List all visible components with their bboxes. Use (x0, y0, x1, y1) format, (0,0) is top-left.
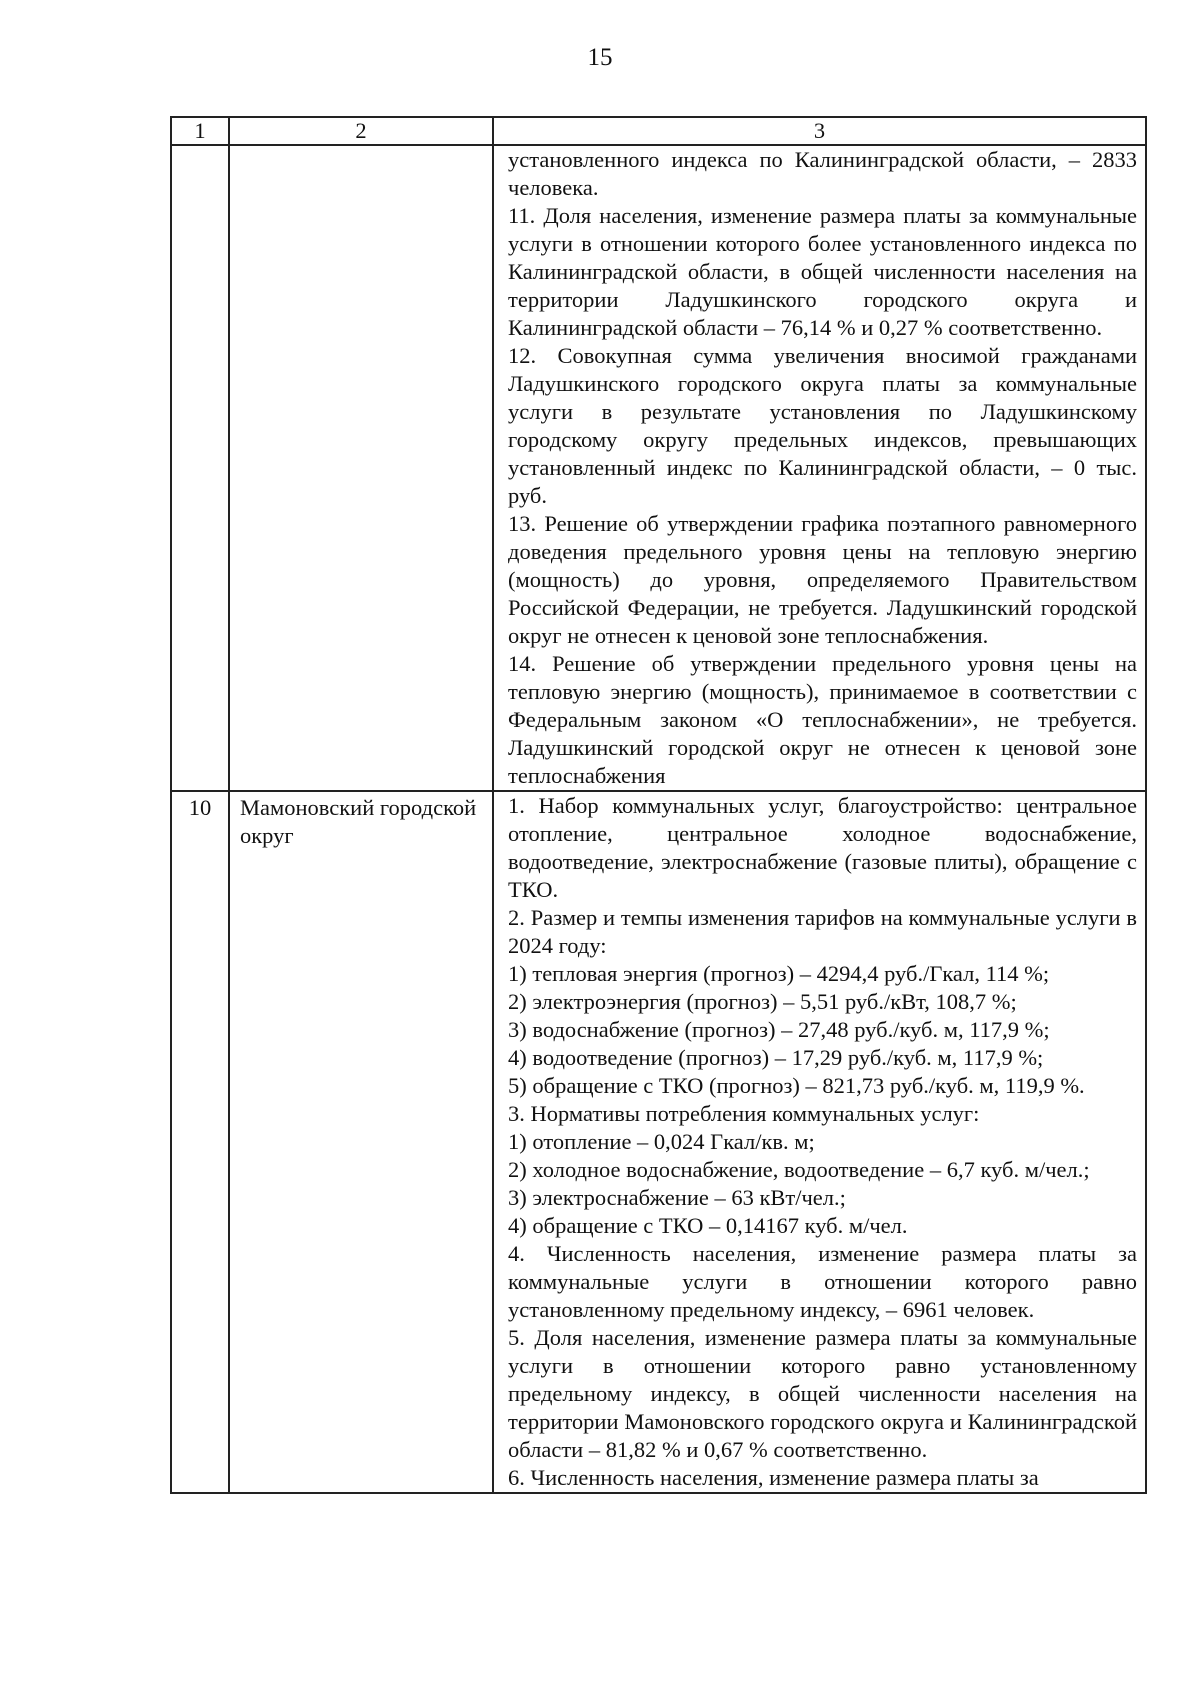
paragraph: 11. Доля населения, изменение размера платы за коммунальные услуги в отношении которого более установленного индекса по Калининградской области, в общей численности населения на территории Ладушкинского городского округа и Калининградской области – 76,14 % и 0,27 % соответственно. (508, 203, 1137, 340)
municipality-name: Мамоновский городской округ (229, 791, 493, 1493)
row-number: 10 (171, 791, 229, 1493)
row-content (493, 791, 1146, 1493)
list-item: 2) электроэнергия (прогноз) – 5,51 руб./кВт, 108,7 %; (508, 989, 1017, 1014)
list-item: 3) водоснабжение (прогноз) – 27,48 руб./куб. м, 117,9 %; (508, 1017, 1050, 1042)
list-item: 4) водоотведение (прогноз) – 17,29 руб./куб. м, 117,9 %; (508, 1045, 1044, 1070)
row-content (493, 145, 1146, 791)
list-item: 4) обращение с ТКО – 0,14167 куб. м/чел. (508, 1213, 908, 1238)
list-item: 2) холодное водоснабжение, водоотведение – 6,7 куб. м/чел.; (508, 1157, 1090, 1182)
document-table (170, 116, 1147, 1494)
paragraph: 13. Решение об утверждении графика поэтапного равномерного доведения предельного уровня цены на тепловую энергию (мощность) до уровня, определяемого Правительством Российской Федерации, не требуется. Ладушкинский городской округ не отнесен к ценовой зоне теплоснабжения. (508, 511, 1137, 648)
header-cell-1: 1 (171, 117, 229, 145)
page-number: 15 (587, 44, 613, 71)
header-cell-3: 3 (493, 117, 1146, 145)
header-cell-2: 2 (229, 117, 493, 145)
paragraph: 2. Размер и темпы изменения тарифов на коммунальные услуги в 2024 году: (508, 905, 1137, 958)
table-row (171, 145, 1146, 791)
list-item: 1) отопление – 0,024 Гкал/кв. м; (508, 1129, 815, 1154)
paragraph: 5. Доля населения, изменение размера платы за коммунальные услуги в отношении которого равно установленному предельному индексу, в общей численности населения на территории Мамоновского городского округа и Калининградской области – 81,82 % и 0,67 % соответственно. (508, 1325, 1137, 1462)
paragraph: установленного индекса по Калининградской области, – 2833 человека. (508, 147, 1137, 200)
paragraph: 4. Численность населения, изменение размера платы за коммунальные услуги в отношении которого равно установленному предельному индексу, – 6961 человек. (508, 1241, 1137, 1322)
table-header-row (171, 117, 1146, 145)
list-item: 1) тепловая энергия (прогноз) – 4294,4 руб./Гкал, 114 %; (508, 961, 1050, 986)
municipality-name (229, 145, 493, 791)
paragraph: 14. Решение об утверждении предельного уровня цены на тепловую энергию (мощность), принимаемое в соответствии с Федеральным законом «О теплоснабжении», не требуется. Ладушкинский городской округ не отнесен к ценовой зоне теплоснабжения (508, 651, 1137, 788)
paragraph: 12. Совокупная сумма увеличения вносимой гражданами Ладушкинского городского округа платы за коммунальные услуги в результате установления по Ладушкинскому городскому округу предельных индексов, превышающих установленный индекс по Калининградской области, – 0 тыс. руб. (508, 343, 1137, 508)
list-item: 5) обращение с ТКО (прогноз) – 821,73 руб./куб. м, 119,9 %. (508, 1073, 1085, 1098)
paragraph: 3. Нормативы потребления коммунальных услуг: (508, 1101, 980, 1126)
paragraph: 1. Набор коммунальных услуг, благоустройство: центральное отопление, центральное холодное водоснабжение, водоотведение, электроснабжение (газовые плиты), обращение с ТКО. (508, 793, 1137, 902)
table-row (171, 791, 1146, 1493)
row-number (171, 145, 229, 791)
list-item: 3) электроснабжение – 63 кВт/чел.; (508, 1185, 846, 1210)
paragraph: 6. Численность населения, изменение размера платы за (508, 1465, 1039, 1490)
